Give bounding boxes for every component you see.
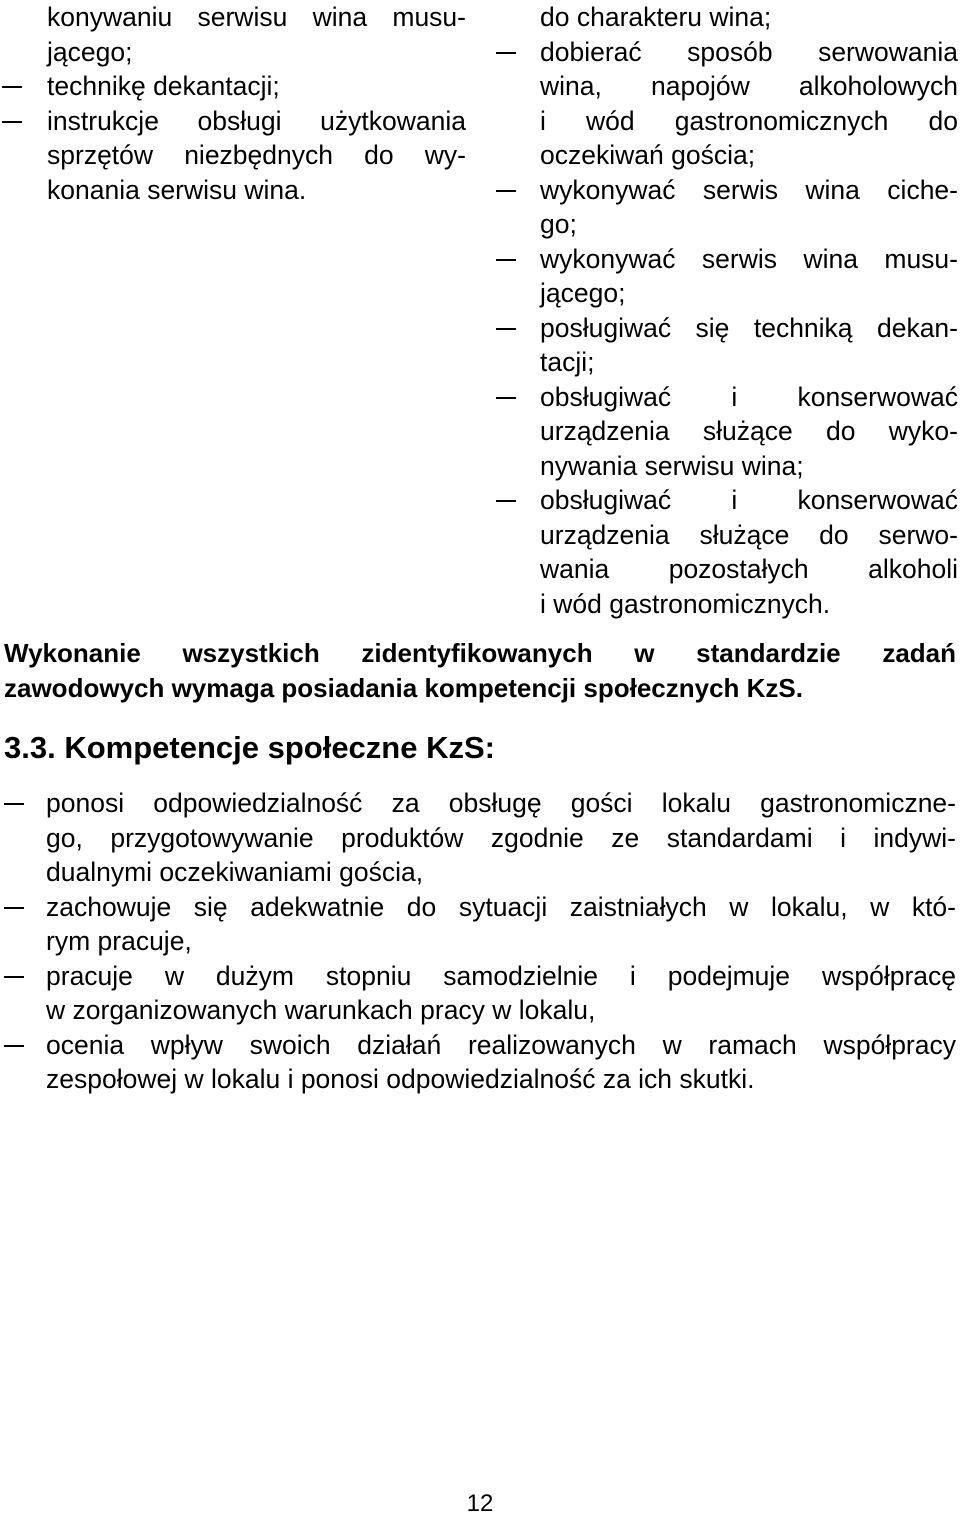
- list-item-continuation: [496, 104, 958, 139]
- competence-item-continuation: [4, 924, 956, 959]
- line-text: tacji;: [540, 347, 595, 377]
- line-text: i wód gastronomicznych do: [540, 105, 958, 136]
- line-text: Wykonanie wszystkich zidentyfikowanych w standardzie zadań: [4, 638, 956, 668]
- line-text: pracuje w dużym stopniu samodzielnie i podejmuje współpracę: [46, 960, 956, 991]
- list-item-continuation: [496, 518, 958, 553]
- line-text: ponosi odpowiedzialność za obsługę gości lokalu gastronomiczne-: [46, 788, 956, 818]
- list-item-continuation: [496, 587, 958, 622]
- list-item-continuation: [4, 173, 466, 208]
- list-item-continuation: [496, 0, 958, 35]
- standard-statement: [4, 636, 956, 705]
- line-text: dualnymi oczekiwaniami gościa,: [46, 857, 424, 887]
- list-item-continuation: [4, 138, 466, 173]
- list-item-start: [4, 104, 466, 139]
- right-column: [496, 0, 958, 621]
- list-item-continuation: [4, 35, 466, 70]
- competence-item-continuation: [4, 1062, 956, 1097]
- list-item-start: [4, 69, 466, 104]
- competence-item-continuation: [4, 993, 956, 1028]
- line-text: urządzenia służące do serwo-: [540, 519, 958, 550]
- line-text: do charakteru wina;: [540, 2, 772, 32]
- line-text: technikę dekantacji;: [47, 71, 280, 101]
- competence-item-start: [4, 1028, 956, 1063]
- statement-line-continuation: [4, 671, 956, 706]
- line-text: zachowuje się adekwatnie do sytuacji zaistniałych w lokalu, w któ-: [46, 891, 956, 922]
- line-text: urządzenia służące do wyko-: [540, 416, 958, 446]
- competence-item-start: [4, 786, 956, 821]
- line-text: konywaniu serwisu wina musu-: [47, 2, 466, 32]
- line-text: instrukcje obsługi użytkowania: [47, 105, 466, 136]
- line-text: zespołowej w lokalu i ponosi odpowiedzialność za ich skutki.: [46, 1064, 755, 1094]
- line-text: go, przygotowywanie produktów zgodnie ze standardami i indywi-: [46, 822, 956, 853]
- line-text: dobierać sposób serwowania: [540, 36, 958, 67]
- list-item-continuation: [496, 69, 958, 104]
- line-text: obsługiwać i konserwować: [540, 485, 958, 515]
- line-text: obsługiwać i konserwować: [540, 381, 958, 412]
- line-text: konania serwisu wina.: [47, 174, 307, 205]
- social-competences-list: [4, 786, 956, 1097]
- line-text: wykonywać serwis wina musu-: [540, 243, 958, 274]
- line-text: ocenia wpływ swoich działań realizowanych w ramach współpracy: [46, 1029, 956, 1060]
- line-text: i wód gastronomicznych.: [540, 588, 831, 619]
- list-item-continuation: [4, 0, 466, 35]
- list-item-start: [496, 35, 958, 70]
- list-item-continuation: [496, 138, 958, 173]
- list-item-continuation: [496, 414, 958, 449]
- line-text: wina, napojów alkoholowych: [540, 71, 958, 101]
- line-text: wykonywać serwis wina ciche-: [540, 174, 958, 205]
- competence-item-start: [4, 959, 956, 994]
- competence-item-continuation: [4, 855, 956, 890]
- line-text: go;: [540, 209, 577, 239]
- section-heading: 3.3. Kompetencje społeczne KzS:: [4, 730, 495, 765]
- line-text: jącego;: [540, 278, 626, 308]
- list-item-continuation: [496, 207, 958, 242]
- list-item-start: [496, 173, 958, 208]
- list-item-start: [496, 242, 958, 277]
- line-text: wania pozostałych alkoholi: [540, 554, 958, 584]
- line-text: posługiwać się techniką dekan-: [540, 312, 958, 343]
- list-item-start: [496, 311, 958, 346]
- line-text: nywania serwisu wina;: [540, 450, 804, 481]
- list-item-continuation: [496, 276, 958, 311]
- list-item-start: [496, 380, 958, 415]
- page-number: 12: [466, 1490, 494, 1517]
- competence-item-continuation: [4, 821, 956, 856]
- list-item-start: [496, 483, 958, 518]
- line-text: oczekiwań gościa;: [540, 140, 756, 170]
- line-text: sprzętów niezbędnych do wy-: [47, 140, 466, 170]
- list-item-continuation: [496, 449, 958, 484]
- line-text: jącego;: [47, 36, 133, 67]
- left-column: [4, 0, 466, 207]
- list-item-continuation: [496, 345, 958, 380]
- list-item-continuation: [496, 552, 958, 587]
- statement-line-continuation: [4, 636, 956, 671]
- competence-item-start: [4, 890, 956, 925]
- line-text: zawodowych wymaga posiadania kompetencji społecznych KzS.: [4, 672, 803, 703]
- line-text: rym pracuje,: [46, 926, 192, 956]
- line-text: w zorganizowanych warunkach pracy w lokalu,: [46, 995, 596, 1025]
